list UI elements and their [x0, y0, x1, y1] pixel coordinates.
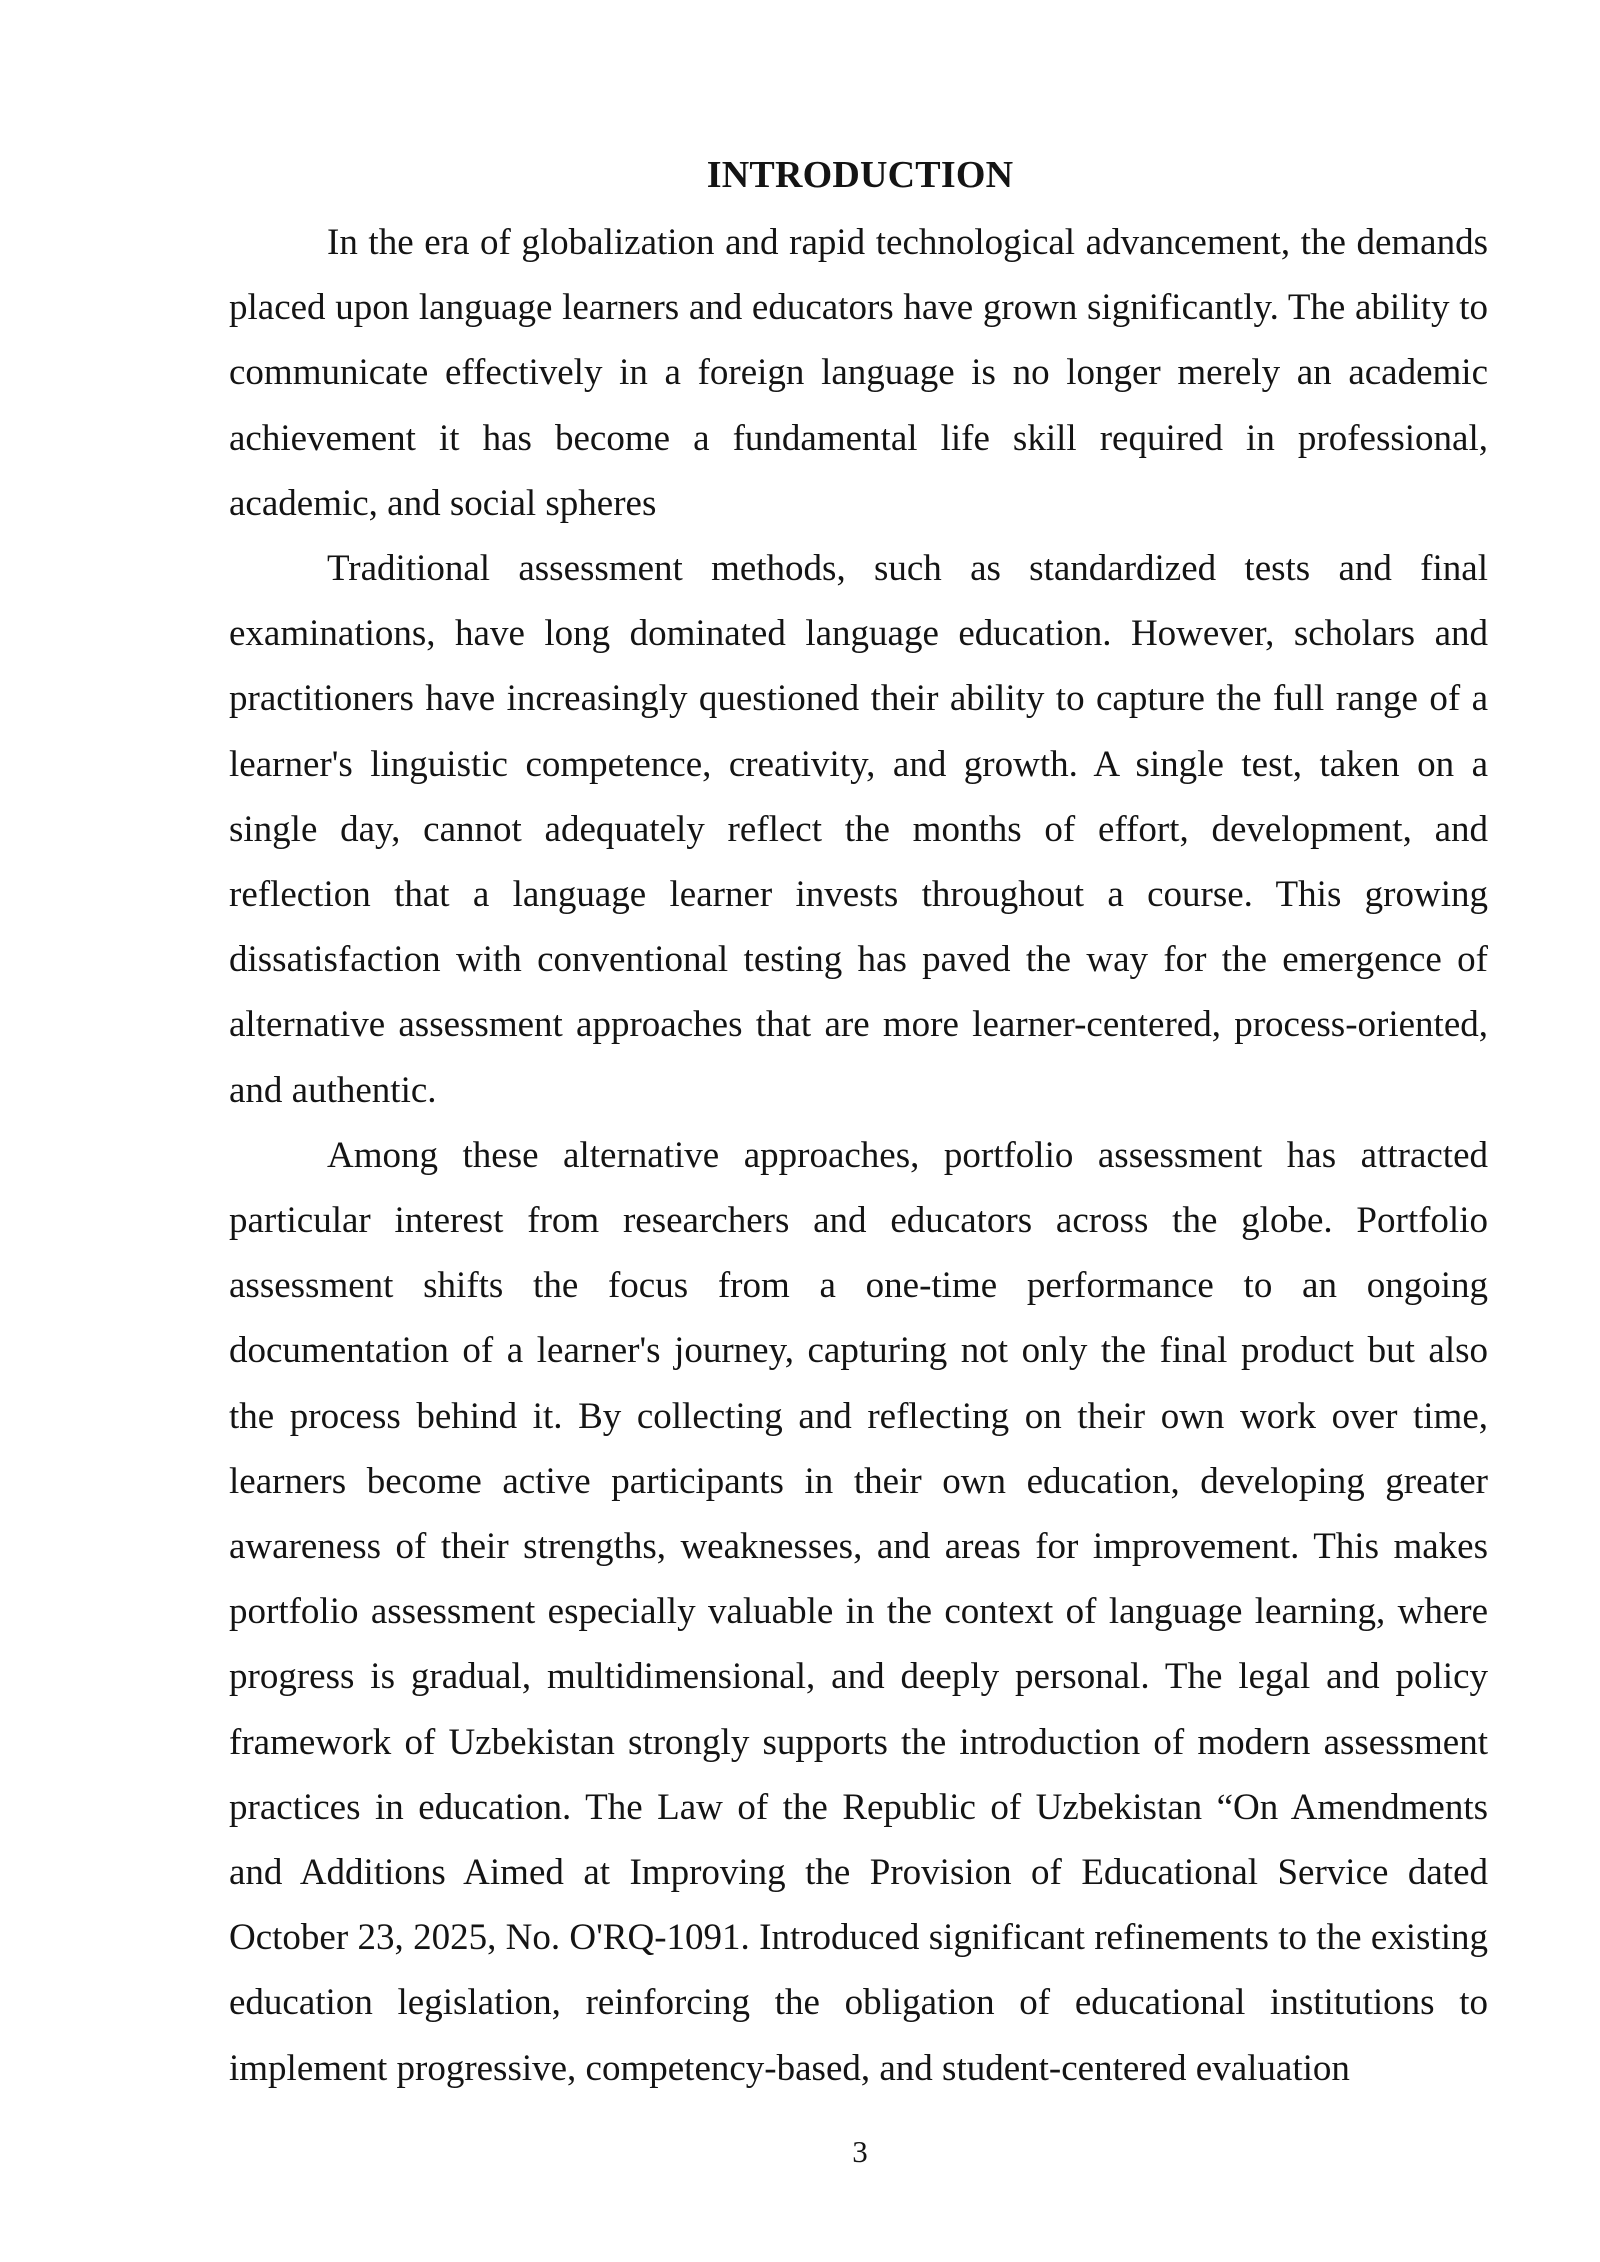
paragraph: Among these alternative approaches, portfolio assessment has attracted particular interest from researchers and educators across the globe. Portfolio assessment shifts the focus from a one-time performance to an ongoing documentation of a learner's journey, capturing not only the final product but also the process behind it. By collecting and reflecting on their own work over time, learners become active participants in their own education, developing greater awareness of their strengths, weaknesses, and areas for improvement. This makes portfolio assessment especially valuable in the context of language learning, where progress is gradual, multidimensional, and deeply personal. The legal and policy framework of Uzbekistan strongly supports the introduction of modern assessment practices in education. The Law of the Republic of Uzbekistan “On Amendments and Additions Aimed at Improving the Provision of Educational Service dated October 23, 2025, No. O'RQ-1091. Introduced significant refinements to the existing education legislation, reinforcing the obligation of educational institutions to implement progressive, competency-based, and student-centered evaluation — [229, 1134, 1488, 2089]
paragraph: In the era of globalization and rapid technological advancement, the demands placed upon language learners and educators have grown significantly. The ability to communicate effectively in a foreign language is no longer merely an academic achievement it has become a fundamental life skill required in professional, academic, and social spheres — [229, 222, 1488, 524]
body-text — [229, 210, 1488, 2101]
paragraph: Traditional assessment methods, such as standardized tests and final examinations, have long dominated language education. However, scholars and practitioners have increasingly questioned their ability to capture the full range of a learner's linguistic competence, creativity, and growth. A single test, taken on a single day, cannot adequately reflect the months of effort, development, and reflection that a language learner invests throughout a course. This growing dissatisfaction with conventional testing has paved the way for the emergence of alternative assessment approaches that are more learner-centered, process-oriented, and authentic. — [229, 548, 1488, 1111]
section-heading: INTRODUCTION — [706, 154, 1014, 196]
page-number: 3 — [852, 2134, 868, 2169]
